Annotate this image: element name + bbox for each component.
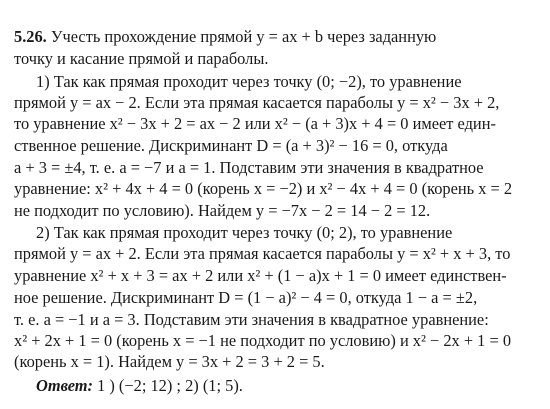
problem-heading-line [14, 26, 536, 48]
answer-line [36, 375, 536, 397]
solution-2-line: прямой y = ax + 2. Если эта прямая касается параболы y = x² + x + 3, то [14, 244, 511, 263]
answer-text: 1 ) (−2; 12) ; 2) (1; 5). [92, 376, 243, 395]
solution-1-line: 1) Так как прямая проходит через точку (0; −2), то уравнение [36, 72, 462, 91]
solution-2-line: x² + 2x + 1 = 0 (корень x = −1 не подходит по условию) и x² − 2x + 1 = 0 [14, 331, 512, 350]
problem-text-line: точку и касание прямой и параболы. [14, 49, 269, 68]
solution-1-line: a + 3 = ±4, т. е. a = −7 и a = 1. Подставим эти значения в квадратное [14, 158, 484, 177]
problem-text-line: Учесть прохождение прямой y = ax + b через заданную [50, 27, 437, 46]
solution-1-line: то уравнение x² − 3x + 2 = ax − 2 или x² − (a + 3)x + 4 = 0 имеет един- [14, 114, 496, 133]
solution-2-line: т. е. a = −1 и a = 3. Подставим эти значения в квадратное уравнение: [14, 310, 489, 329]
solution-1-line: ственное решение. Дискриминант D = (a + 3)² − 16 = 0, откуда [14, 136, 448, 155]
solution-2-line: (корень x = 1). Найдем y = 3x + 2 = 3 + 2 = 5. [14, 352, 325, 371]
solution-2-line: 2) Так как прямая проходит через точку (0; 2), то уравнение [36, 223, 453, 242]
problem-number: 5.26. [14, 27, 47, 46]
solution-1-line: не подходит по условию). Найдем y = −7x − 2 = 14 − 2 = 12. [14, 201, 431, 220]
solution-1-line: уравнение: x² + 4x + 4 = 0 (корень x = −2) и x² − 4x + 4 = 0 (корень x = 2 [14, 179, 513, 198]
solution-1-line: прямой y = ax − 2. Если эта прямая касается параболы y = x² − 3x + 2, [14, 93, 500, 112]
solution-2-line: уравнение x² + x + 3 = ax + 2 или x² + (1 − a)x + 1 = 0 имеет единствен- [14, 266, 507, 285]
solution-2-line: ное решение. Дискриминант D = (1 − a)² − 4 = 0, откуда 1 − a = ±2, [14, 288, 478, 307]
answer-label: Ответ: [36, 376, 93, 395]
